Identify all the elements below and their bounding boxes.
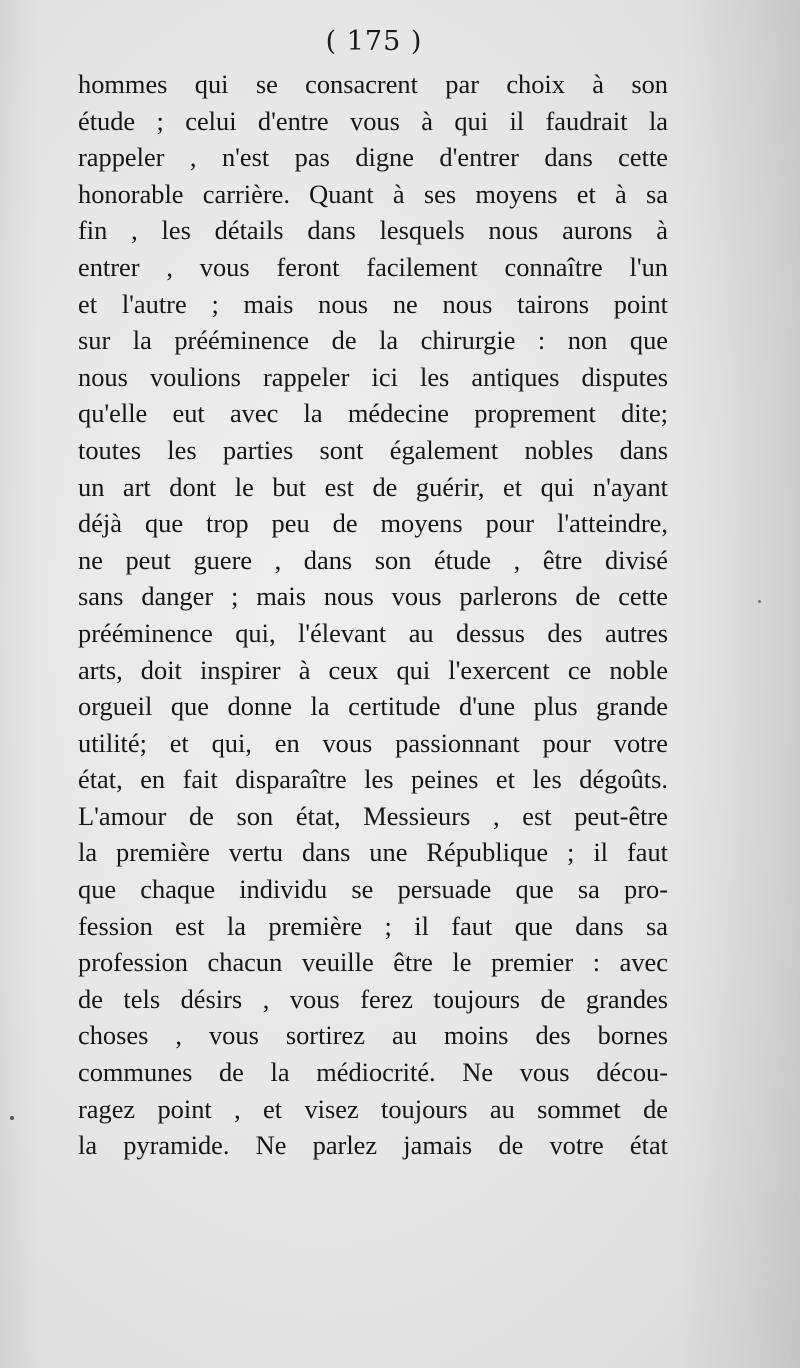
page-right-shadow (680, 0, 800, 1368)
text-line: L'amour de son état, Messieurs , est peut-être (78, 800, 668, 831)
text-line: toutes les parties sont également nobles dans (78, 434, 668, 465)
text-line: que chaque individu se persuade que sa pro- (78, 874, 668, 905)
page-left-shadow (0, 0, 40, 1368)
text-line: arts, doit inspirer à ceux qui l'exercent ce noble (78, 654, 668, 685)
scan-speck (758, 600, 761, 603)
text-line: choses , vous sortirez au moins des bornes (78, 1020, 668, 1051)
page-number: ( 175 ) (325, 26, 423, 57)
text-line: rappeler , n'est pas digne d'entrer dans cette (78, 142, 668, 173)
text-line: sur la prééminence de la chirurgie : non que (78, 325, 668, 356)
text-line: un art dont le but est de guérir, et qui n'ayant (78, 471, 668, 502)
text-line: état, en fait disparaître les peines et les dégoûts. (78, 764, 668, 795)
text-line: la pyramide. Ne parlez jamais de votre état (78, 1130, 668, 1161)
text-line: communes de la médiocrité. Ne vous décou- (78, 1057, 668, 1088)
text-line: et l'autre ; mais nous ne nous tairons point (78, 288, 668, 319)
text-line: étude ; celui d'entre vous à qui il faudrait la (78, 105, 668, 136)
text-line: déjà que trop peu de moyens pour l'atteindre, (78, 508, 668, 539)
text-line: de tels désirs , vous ferez toujours de grandes (78, 983, 668, 1014)
body-text (78, 66, 668, 1164)
scan-speck (10, 1116, 14, 1120)
text-line: hommes qui se consacrent par choix à son (78, 69, 668, 99)
text-line: fession est la première ; il faut que dans sa (78, 910, 668, 941)
text-line: ne peut guere , dans son étude , être divisé (78, 544, 668, 575)
text-line: prééminence qui, l'élevant au dessus des autres (78, 617, 668, 648)
text-line: fin , les détails dans lesquels nous aurons à (78, 215, 668, 246)
text-line: honorable carrière. Quant à ses moyens et à sa (78, 178, 668, 209)
text-line: nous voulions rappeler ici les antiques disputes (78, 361, 668, 392)
text-line: la première vertu dans une République ; il faut (78, 837, 668, 868)
text-line: utilité; et qui, en vous passionnant pour votre (78, 727, 668, 758)
text-line: orgueil que donne la certitude d'une plus grande (78, 691, 668, 722)
text-line: qu'elle eut avec la médecine proprement dite; (78, 398, 668, 429)
text-line: profession chacun veuille être le premier : avec (78, 947, 668, 978)
text-line: entrer , vous feront facilement connaître l'un (78, 251, 668, 282)
text-line: sans danger ; mais nous vous parlerons de cette (78, 581, 668, 612)
text-line: ragez point , et visez toujours au sommet de (78, 1093, 668, 1124)
